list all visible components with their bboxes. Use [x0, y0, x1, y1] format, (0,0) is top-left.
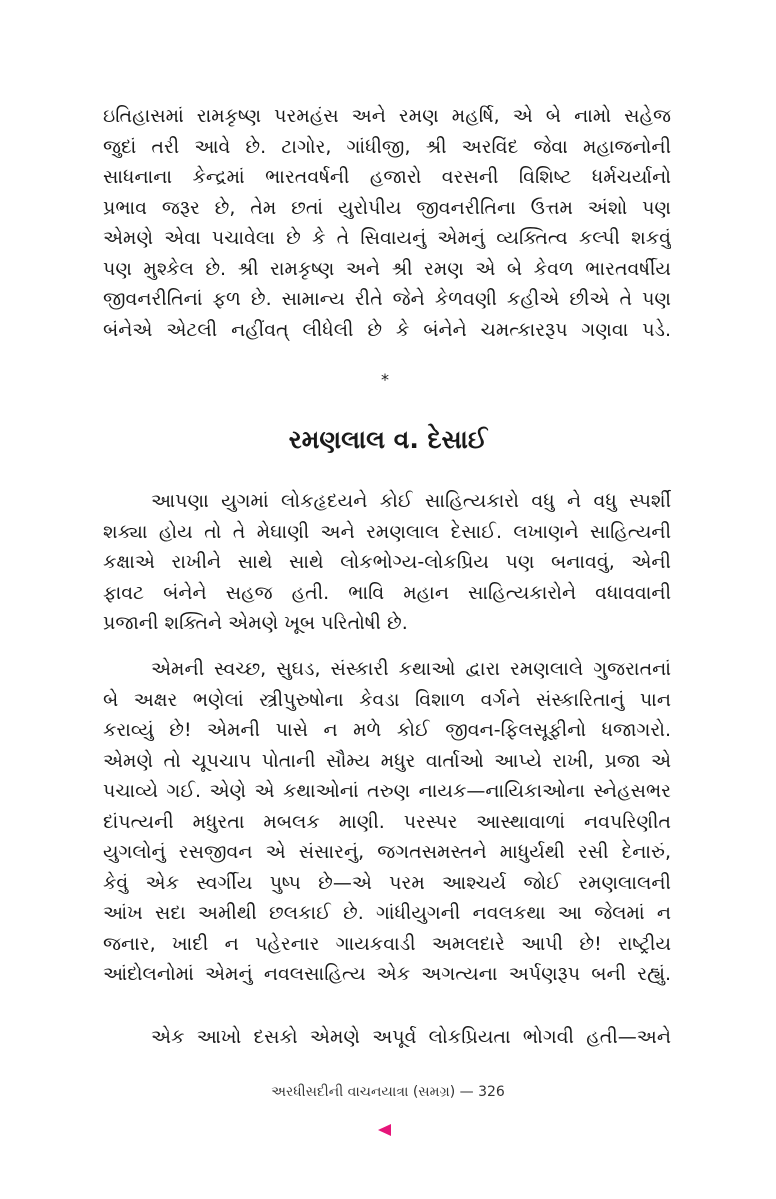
text-line: આંખ સદા અમીથી છલકાઈ છે. ગાંધીયુગની નવલકથા આ જેલમાં ન: [103, 902, 671, 924]
text-line: પ્રભાવ જરૂર છે, તેમ છતાં યુરોપીય જીવનરીતિના ઉત્તમ અંશો પણ: [103, 196, 671, 219]
paragraph-three: [103, 654, 671, 990]
text-line: શક્યા હોય તો તે મેઘાણી અને રમણલાલ દેસાઈ. લખાણને સાહિત્યની: [103, 520, 671, 543]
text-line: પચાવ્યે ગઈ. એણે એ કથાઓનાં તરુણ નાયક—નાયિકાઓના સ્નેહસભર: [103, 780, 671, 802]
text-line: બે અક્ષર ભણેલાં સ્ત્રીપુરુષોના કેવડા વિશાળ વર્ગને સંસ્કારિતાનું પાન: [103, 688, 671, 711]
text-line: સાધનાના કેન્દ્રમાં ભારતવર્ષની હજારો વરસની વિશિષ્ટ ધર્મચર્યાનો: [103, 166, 671, 188]
text-line: પણ મુશ્કેલ છે. શ્રી રામકૃષ્ણ અને શ્રી રમણ એ બે કેવળ ભારતવર્ષીય: [103, 257, 671, 280]
text-line: કેવું એક સ્વર્ગીય પુષ્પ છે—એ પરમ આશ્ચર્ય જોઈ રમણલાલની: [103, 871, 671, 894]
text-line: પ્રજાની શક્તિને એમણે ખૂબ પરિતોષી છે.: [103, 612, 408, 634]
previous-page-icon[interactable]: [378, 1124, 391, 1136]
section-heading: રમણલાલ વ. દેસાઈ: [288, 425, 488, 454]
text-line: દાંપત્યની મધુરતા મબલક માણી. પરસ્પર આસ્થાવાળાં નવપરિણીત: [103, 810, 671, 833]
text-line: એમણે તો ચૂપચાપ પોતાની સૌમ્ય મધુર વાર્તાઓ આપ્યે રાખી, પ્રજા એ: [103, 749, 671, 772]
text-line: આપણા યુગમાં લોકહૃદયને કોઈ સાહિત્યકારો વધુ ને વધુ સ્પર્શી: [151, 490, 671, 512]
text-line: યુગલોનું રસજીવન એ સંસારનું, જગતસમસ્તને માધુર્યથી રસી દેનારું,: [103, 841, 671, 863]
page-footer: અરધીસદીની વાચનયાત્રા (સમગ્ર) — 326: [271, 1084, 505, 1100]
text-line: કક્ષાએ રાખીને સાથે સાથે લોકભોગ્ય-લોકપ્રિય પણ બનાવવું, એની: [103, 551, 671, 573]
text-line: ફાવટ બંનેને સહજ હતી. ભાવિ મહાન સાહિત્યકારોને વધાવવાની: [103, 581, 671, 604]
text-line: કરાવ્યું છે! એમની પાસે ન મળે કોઈ જીવન-ફિલસૂફીનો ધજાગરો.: [103, 719, 671, 741]
text-line: એમણે એવા પચાવેલા છે કે તે સિવાયનું એમનું વ્યક્તિત્વ કલ્પી શકવું: [103, 227, 671, 249]
text-line: જીવનરીતિનાં ફળ છે. સામાન્ય રીતે જેને કેળવણી કહીએ છીએ તે પણ: [103, 288, 671, 310]
text-line: ઇતિહાસમાં રામકૃષ્ણ પરમહંસ અને રમણ મહર્ષિ, એ બે નામો સહેજ: [103, 105, 671, 127]
paragraph-two: [103, 486, 671, 639]
text-line: એક આખો દસકો એમણે અપૂર્વ લોકપ્રિયતા ભોગવી હતી—અને: [151, 1026, 671, 1048]
section-separator: *: [381, 370, 389, 389]
text-line: બંનેએ એટલી નહીંવત્ લીધેલી છે કે બંનેને ચમત્કારરૂપ ગણવા પડે.: [103, 318, 671, 341]
text-line: જનાર, ખાદી ન પહેરનાર ગાયકવાડી અમલદારે આપી છે! રાષ્ટ્રીય: [103, 932, 671, 955]
paragraph-four: [103, 1022, 671, 1053]
text-line: એમની સ્વચ્છ, સુઘડ, સંસ્કારી કથાઓ દ્વારા રમણલાલે ગુજરાતનાં: [151, 658, 671, 680]
paragraph-intro: [103, 101, 671, 345]
text-line: જુદાં તરી આવે છે. ટાગોર, ગાંધીજી, શ્રી અરવિંદ જેવા મહાજનોની: [103, 135, 671, 158]
text-line: આંદોલનોમાં એમનું નવલસાહિત્ય એક અગત્યના અર્પણરૂપ બની રહ્યું.: [103, 963, 671, 985]
